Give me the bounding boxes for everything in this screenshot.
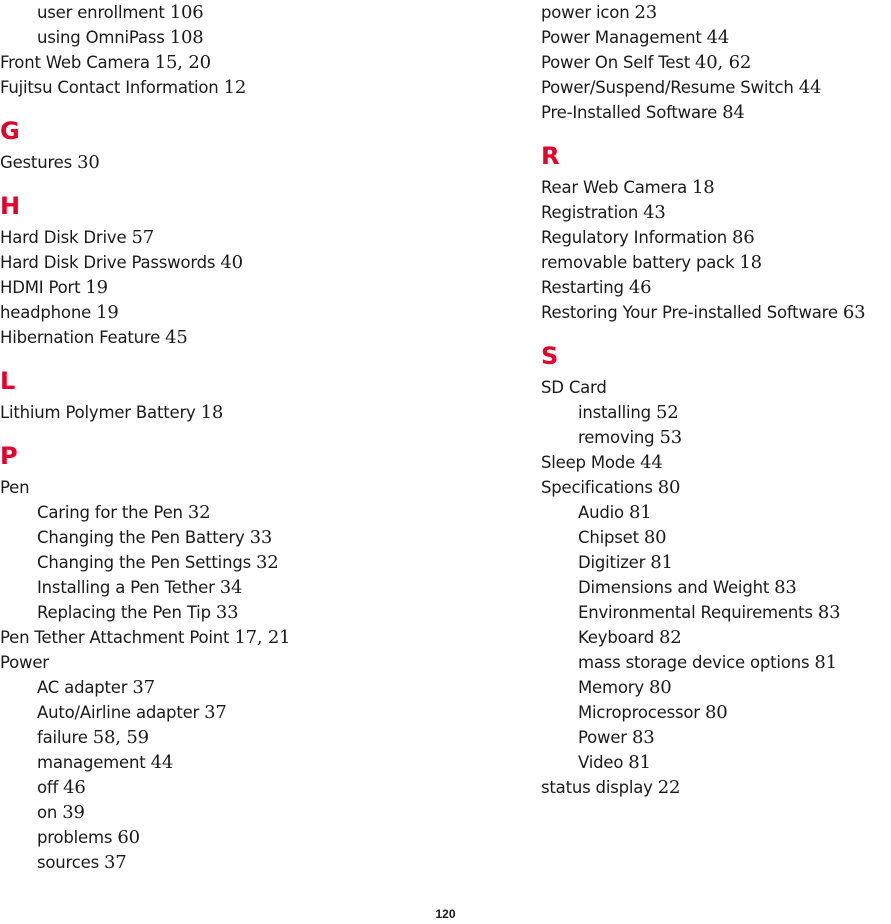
index-term: Chipset <box>578 528 639 547</box>
index-page-ref: 32 <box>187 502 211 523</box>
index-term: Auto/Airline adapter <box>37 703 200 722</box>
index-term: Caring for the Pen <box>37 503 183 522</box>
index-entry <box>541 775 891 800</box>
index-subentry <box>541 625 891 650</box>
index-page-ref: 32 <box>256 552 279 573</box>
index-page-ref: 80 <box>704 702 728 723</box>
index-entry <box>541 0 891 25</box>
index-term: Regulatory Information <box>541 228 727 247</box>
index-subentry <box>541 550 891 575</box>
index-page-ref: 18 <box>692 177 715 198</box>
index-term: on <box>37 803 58 822</box>
index-page-ref: 83 <box>817 602 841 623</box>
index-page-ref: 86 <box>732 227 755 248</box>
index-term: failure <box>37 728 88 747</box>
index-term: Video <box>578 753 624 772</box>
index-term: power icon <box>541 3 630 22</box>
index-subentry <box>0 725 520 750</box>
index-term: Installing a Pen Tether <box>37 578 215 597</box>
index-term: Power/Suspend/Resume Switch <box>541 78 794 97</box>
index-page-ref: 80 <box>657 477 681 498</box>
index-page-ref: 33 <box>215 602 239 623</box>
index-subentry <box>0 775 520 800</box>
index-page-ref: 19 <box>85 277 108 298</box>
index-entry <box>0 625 520 650</box>
index-entry <box>541 225 891 250</box>
index-entry <box>541 275 891 300</box>
index-term: Registration <box>541 203 639 222</box>
index-subentry <box>541 600 891 625</box>
index-entry <box>0 475 520 500</box>
index-term: Power <box>578 728 627 747</box>
index-term: management <box>37 753 146 772</box>
index-term: headphone <box>0 303 92 322</box>
index-term: AC adapter <box>37 678 128 697</box>
index-page-ref: 80 <box>643 527 667 548</box>
index-term: off <box>37 778 59 797</box>
index-subentry <box>0 0 520 25</box>
index-term: Hard Disk Drive Passwords <box>0 253 216 272</box>
index-term: Pen Tether Attachment Point <box>0 628 230 647</box>
index-entry <box>541 375 891 400</box>
index-page-ref: 58, 59 <box>92 727 149 748</box>
index-page-ref: 57 <box>131 227 154 248</box>
index-term: Power On Self Test <box>541 53 690 72</box>
index-page-ref: 44 <box>150 752 174 773</box>
index-term: problems <box>37 828 113 847</box>
index-section-letter: L <box>0 367 16 395</box>
index-subentry <box>0 675 520 700</box>
index-entry <box>0 275 520 300</box>
index-subentry <box>0 500 520 525</box>
index-entry <box>541 50 891 75</box>
index-page-ref: 37 <box>204 702 227 723</box>
index-entry <box>0 250 520 275</box>
index-term: Replacing the Pen Tip <box>37 603 211 622</box>
index-term: Power <box>0 653 49 672</box>
index-term: Changing the Pen Battery <box>37 528 245 547</box>
index-column-right <box>541 0 891 800</box>
index-subentry <box>0 825 520 850</box>
index-term: sources <box>37 853 99 872</box>
index-term: status display <box>541 778 653 797</box>
index-subentry <box>0 750 520 775</box>
index-page-ref: 83 <box>774 577 797 598</box>
index-entry <box>541 450 891 475</box>
index-page-ref: 44 <box>798 77 822 98</box>
index-subentry <box>541 425 891 450</box>
index-term: SD Card <box>541 378 607 397</box>
index-subentry <box>0 25 520 50</box>
index-term: Front Web Camera <box>0 53 150 72</box>
index-page-ref: 43 <box>643 202 666 223</box>
index-entry <box>541 300 891 325</box>
index-page-ref: 81 <box>814 652 837 673</box>
page-number: 120 <box>435 907 456 921</box>
index-page-ref: 81 <box>628 502 652 523</box>
index-page-ref: 23 <box>634 2 658 23</box>
index-term: HDMI Port <box>0 278 81 297</box>
index-term: Memory <box>578 678 644 697</box>
index-page-ref: 37 <box>104 852 127 873</box>
index-term: Lithium Polymer Battery <box>0 403 196 422</box>
index-page-ref: 83 <box>631 727 655 748</box>
index-subentry <box>0 575 520 600</box>
index-term: user enrollment <box>37 3 165 22</box>
index-term: Hard Disk Drive <box>0 228 127 247</box>
index-term: Dimensions and Weight <box>578 578 770 597</box>
index-entry <box>541 100 891 125</box>
index-page-ref: 52 <box>655 402 679 423</box>
index-page-ref: 53 <box>659 427 682 448</box>
index-page-ref: 37 <box>132 677 155 698</box>
index-page-ref: 46 <box>63 777 86 798</box>
index-subentry <box>541 675 891 700</box>
index-term: Restoring Your Pre-installed Software <box>541 303 838 322</box>
index-section-letter: P <box>0 442 18 470</box>
index-subentry <box>541 575 891 600</box>
index-term: Pen <box>0 478 30 497</box>
index-page-ref: 30 <box>77 152 100 173</box>
index-term: Audio <box>578 503 624 522</box>
index-term: using OmniPass <box>37 28 165 47</box>
index-term: Gestures <box>0 153 73 172</box>
index-section-letter: G <box>0 117 20 145</box>
index-term: Pre-Installed Software <box>541 103 718 122</box>
index-page-ref: 18 <box>739 252 762 273</box>
index-subentry <box>541 525 891 550</box>
index-entry <box>541 25 891 50</box>
index-term: Microprocessor <box>578 703 700 722</box>
index-page-ref: 63 <box>842 302 866 323</box>
index-page-ref: 84 <box>722 102 745 123</box>
index-page-ref: 40 <box>220 252 243 273</box>
index-page-ref: 18 <box>200 402 224 423</box>
index-subentry <box>0 525 520 550</box>
index-page-ref: 34 <box>219 577 243 598</box>
index-entry <box>0 75 520 100</box>
index-term: Environmental Requirements <box>578 603 813 622</box>
index-page-ref: 80 <box>648 677 672 698</box>
index-entry <box>0 300 520 325</box>
index-page-ref: 44 <box>706 27 730 48</box>
index-page-ref: 45 <box>165 327 188 348</box>
index-term: Digitizer <box>578 553 646 572</box>
index-term: Hibernation Feature <box>0 328 161 347</box>
index-subentry <box>541 400 891 425</box>
index-subentry <box>541 750 891 775</box>
index-entry <box>541 175 891 200</box>
index-term: mass storage device options <box>578 653 810 672</box>
index-subentry <box>0 600 520 625</box>
index-term: Changing the Pen Settings <box>37 553 251 572</box>
index-page-ref: 106 <box>169 2 204 23</box>
index-page-ref: 15, 20 <box>154 52 211 73</box>
index-term: Sleep Mode <box>541 453 636 472</box>
index-page-ref: 22 <box>657 777 681 798</box>
index-page-ref: 60 <box>117 827 140 848</box>
index-entry <box>541 250 891 275</box>
index-section-letter: R <box>541 142 560 170</box>
index-page-ref: 19 <box>96 302 119 323</box>
index-section-letter: S <box>541 342 559 370</box>
index-term: removing <box>578 428 655 447</box>
index-page-ref: 81 <box>628 752 651 773</box>
index-entry <box>0 150 520 175</box>
index-entry <box>0 225 520 250</box>
index-subentry <box>541 725 891 750</box>
index-term: Restarting <box>541 278 624 297</box>
index-term: Specifications <box>541 478 653 497</box>
index-entry <box>0 650 520 675</box>
index-subentry <box>0 700 520 725</box>
index-subentry <box>541 650 891 675</box>
index-subentry <box>0 800 520 825</box>
index-subentry <box>0 550 520 575</box>
index-entry <box>0 50 520 75</box>
index-page-ref: 108 <box>169 27 204 48</box>
index-section-letter: H <box>0 192 21 220</box>
index-page-ref: 82 <box>659 627 682 648</box>
index-page-ref: 46 <box>628 277 652 298</box>
index-entry <box>541 475 891 500</box>
index-entry <box>541 75 891 100</box>
index-term: Rear Web Camera <box>541 178 687 197</box>
index-subentry <box>541 500 891 525</box>
index-term: installing <box>578 403 651 422</box>
index-term: Fujitsu Contact Information <box>0 78 219 97</box>
index-page-ref: 33 <box>249 527 273 548</box>
index-subentry <box>541 700 891 725</box>
index-term: Keyboard <box>578 628 654 647</box>
index-term: Power Management <box>541 28 702 47</box>
index-page-ref: 40, 62 <box>695 52 752 73</box>
index-entry <box>541 200 891 225</box>
index-entry <box>0 325 520 350</box>
index-entry <box>0 400 520 425</box>
index-page-ref: 17, 21 <box>234 627 291 648</box>
index-page-ref: 39 <box>62 802 85 823</box>
index-term: removable battery pack <box>541 253 735 272</box>
index-subentry <box>0 850 520 875</box>
index-page-ref: 12 <box>223 77 247 98</box>
index-page-ref: 81 <box>650 552 673 573</box>
index-page-ref: 44 <box>640 452 663 473</box>
